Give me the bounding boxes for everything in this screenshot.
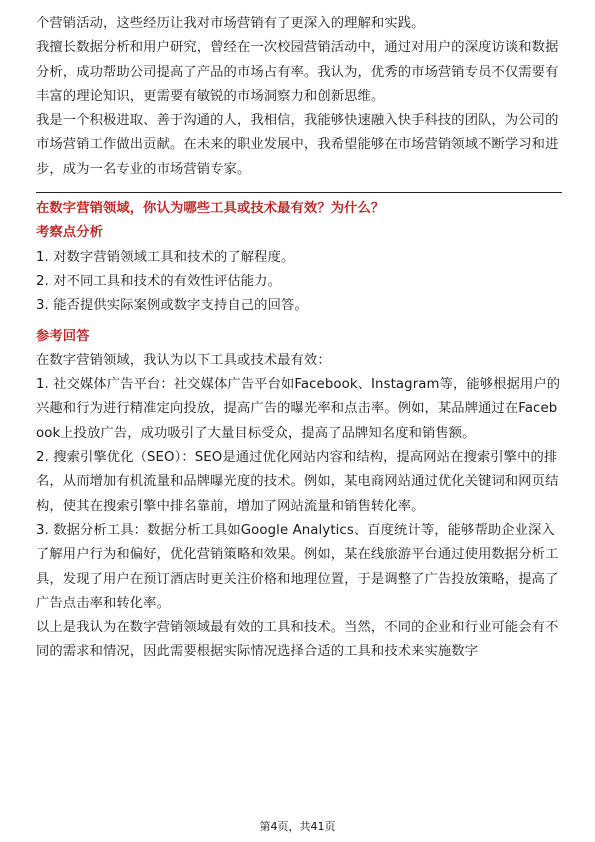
- section-divider: [36, 192, 562, 193]
- intro-paragraph-2: 我擅长数据分析和用户研究，曾经在一次校园营销活动中，通过对用户的深度访谈和数据分析，成功帮助公司提高了产品的市场占有率。我认为，优秀的市场营销专员不仅需要有丰富的理论知识，更需要有敏锐的市场洞察力和创新思维。: [36, 40, 559, 104]
- intro-paragraph-3: 我是一个积极进取、善于沟通的人，我相信，我能够快速融入快手科技的团队，为公司的市场营销工作做出贡献。在未来的职业发展中，我希望能够在市场营销领域不断学习和进步，成为一名专业的市场营销专家。: [36, 113, 559, 177]
- question-heading: 在数字营销领域，你认为哪些工具或技术最有效？为什么？: [36, 201, 385, 217]
- page-number: 第4页，共41页: [259, 820, 336, 833]
- analysis-item-3: 3. 能否提供实际案例或数字支持自己的回答。: [36, 298, 308, 314]
- intro-paragraph-1: 个营销活动，这些经历让我对市场营销有了更深入的理解和实践。: [36, 16, 425, 31]
- page-content: [36, 12, 562, 665]
- answer-item-3: 3. 数据分析工具：数据分析工具如Google Analytics、百度统计等，能够帮助企业深入了解用户行为和偏好，优化营销策略和效果。例如，某在线旅游平台通过使用数据分析工具，发现了用户在预订酒店时更关注价格和地理位置，于是调整了广告投放策略，提高了广告点击率和转化率。: [36, 522, 559, 611]
- answer-item-2: 2. 搜索引擎优化（SEO）：SEO是通过优化网站内容和结构，提高网站在搜索引擎中的排名，从而增加有机流量和品牌曝光度的技术。例如，某电商网站通过优化关键词和网页结构，使其在搜索引擎中排名靠前，增加了网站流量和销售转化率。: [36, 450, 559, 514]
- analysis-item-2: 2. 对不同工具和技术的有效性评估能力。: [36, 273, 281, 289]
- answer-heading: 参考回答: [36, 328, 90, 344]
- analysis-heading: 考察点分析: [36, 225, 103, 241]
- answer-item-1: 1. 社交媒体广告平台：社交媒体广告平台如Facebook、Instagram等，能够根据用户的兴趣和行为进行精准定向投放，提高广告的曝光率和点击率。例如，某品牌通过在Facebook上投放广告，成功吸引了大量目标受众，提高了品牌知名度和销售额。: [36, 377, 561, 441]
- answer-intro: 在数字营销领域，我认为以下工具或技术最有效：: [36, 352, 331, 368]
- analysis-item-1: 1. 对数字营销领域工具和技术的了解程度。: [36, 249, 295, 265]
- answer-conclusion: 以上是我认为在数字营销领域最有效的工具和技术。当然，不同的企业和行业可能会有不同的需求和情况，因此需要根据实际情况选择合适的工具和技术来实施数字: [36, 620, 559, 660]
